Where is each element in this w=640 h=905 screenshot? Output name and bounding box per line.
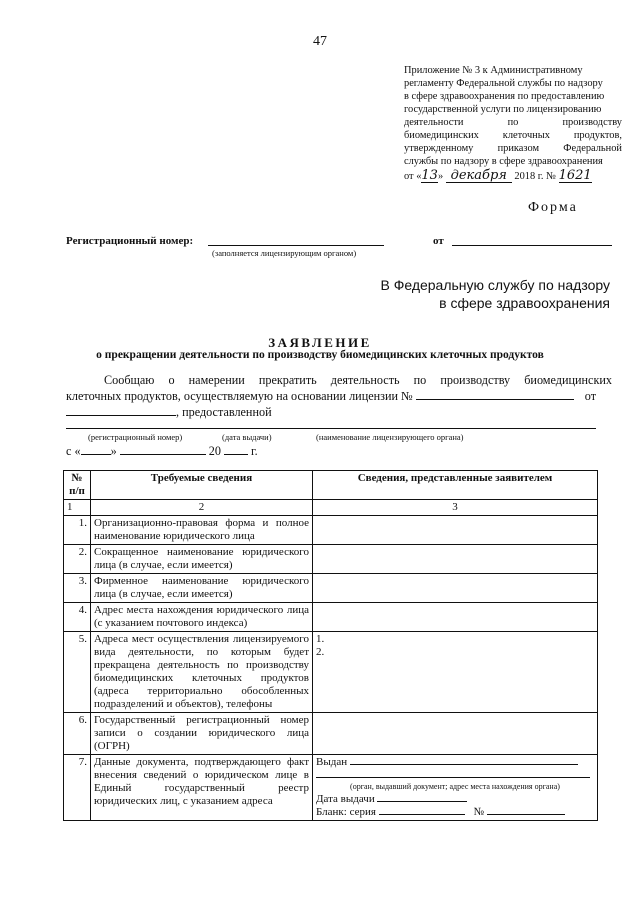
hint-licensing-authority: (наименование лицензирующего органа) [316, 432, 464, 442]
applicant-value-cell[interactable] [313, 545, 598, 574]
termination-day-field[interactable] [81, 454, 111, 455]
license-number-field[interactable] [416, 399, 574, 400]
applicant-value-cell[interactable] [313, 574, 598, 603]
order-number-handwritten: 1621 [558, 168, 592, 183]
registration-number-hint: (заполняется лицензирующим органом) [212, 248, 357, 258]
blank-series-line: Бланк: серия № [316, 806, 594, 819]
application-table [63, 470, 598, 821]
table-row: 2. Сокращенное наименование юридического лица (в случае, если имеется) [64, 545, 598, 574]
applicant-value-cell[interactable] [313, 632, 598, 713]
appendix-line: деятельности по производству [404, 117, 622, 128]
issued-by-hint: (орган, выдавший документ; адрес места нахождения органа) [350, 782, 560, 791]
form-label: Форма [528, 200, 578, 215]
registration-number-label: Регистрационный номер: [66, 235, 194, 247]
order-day-handwritten: 13 [421, 168, 438, 183]
appendix-line: Приложение № 3 к Административному [404, 65, 583, 76]
table-row: 6. Государственный регистрационный номер записи о создании юридического лица (ОГРН) [64, 713, 598, 755]
appendix-line: в сфере здравоохранения по предоставлению [404, 91, 605, 102]
address-item: 1. [316, 633, 325, 645]
registration-date-field[interactable] [452, 245, 612, 246]
issued-by-line: Выдан [316, 756, 594, 769]
licensing-authority-field[interactable] [66, 428, 596, 429]
intro-line-2: клеточных продуктов, осуществляемую на основании лицензии № от [66, 389, 597, 403]
appendix-line: биомедицинских клеточных продуктов, [404, 130, 622, 141]
appendix-line: государственной услуги по лицензированию [404, 104, 602, 115]
hint-registration-number: (регистрационный номер) [88, 432, 183, 442]
appendix-note [404, 64, 622, 183]
hint-issue-date: (дата выдачи) [222, 432, 272, 442]
issue-date-line: Дата выдачи [316, 793, 594, 806]
issue-date-field[interactable] [377, 801, 467, 802]
blank-series-field[interactable] [379, 814, 465, 815]
intro-line-1: Сообщаю о намерении прекратить деятельность по производству биомедицинских [104, 373, 612, 387]
applicant-value-cell[interactable] [313, 603, 598, 632]
appendix-line: утвержденному приказом Федеральной [404, 143, 622, 154]
termination-date-line: с « » 20 г. [66, 444, 258, 458]
appendix-line: регламенту Федеральной службы по надзору [404, 78, 603, 89]
applicant-value-cell[interactable] [313, 755, 598, 821]
document-title: ЗАЯВЛЕНИЕ [268, 335, 372, 350]
termination-month-field[interactable] [120, 454, 206, 455]
applicant-value-cell[interactable] [313, 516, 598, 545]
table-row: 5. Адреса мест осуществления лицензируемого вида деятельности, по которым будет прекращена деятельность по производству биомедицинских клеточных продуктов (адреса территориально обособленных подразделений и объектов), телефоны 1. 2. [64, 632, 598, 713]
header-applicant-info: Сведения, представленные заявителем [313, 471, 598, 500]
page-number: 47 [313, 34, 327, 49]
order-month-handwritten: декабря [446, 169, 512, 183]
table-row: 7. Данные документа, подтверждающего факт внесения сведений о юридическом лице в Единый государственный реестр юридических лиц, с указанием адреса Выдан (орган, выдавший документ; адрес места нахождения органа) Дата выдачи Бланк: серия № [64, 755, 598, 821]
blank-number-field[interactable] [487, 814, 565, 815]
header-required-info: Требуемые сведения [91, 471, 313, 500]
addressee-line: в сфере здравоохранения [439, 295, 610, 311]
registration-number-field[interactable] [208, 245, 384, 246]
table-row: 4. Адрес места нахождения юридического лица (с указанием почтового индекса) [64, 603, 598, 632]
registration-date-label: от [433, 235, 444, 247]
appendix-line: службы по надзору в сфере здравоохранения [404, 156, 603, 167]
table-row: 1. Организационно-правовая форма и полное наименование юридического лица [64, 516, 598, 545]
termination-year-field[interactable] [224, 454, 248, 455]
table-row: 3. Фирменное наименование юридического лица (в случае, если имеется) [64, 574, 598, 603]
header-number: № п/п [64, 471, 91, 500]
intro-line-3: , предоставленной [66, 404, 612, 420]
table-header-row [64, 471, 598, 500]
addressee-line: В Федеральную службу по надзору [380, 277, 610, 293]
issued-by-field-2 [316, 769, 590, 778]
order-date: от «13» декабря 2018 г. № 1621 [404, 168, 592, 183]
issued-by-field[interactable] [350, 764, 578, 765]
document-subtitle: о прекращении деятельности по производству биомедицинских клеточных продуктов [96, 349, 544, 361]
address-item: 2. [316, 646, 325, 658]
license-date-field[interactable] [66, 415, 176, 416]
applicant-value-cell[interactable] [313, 713, 598, 755]
table-index-row: 1 2 3 [64, 500, 598, 516]
